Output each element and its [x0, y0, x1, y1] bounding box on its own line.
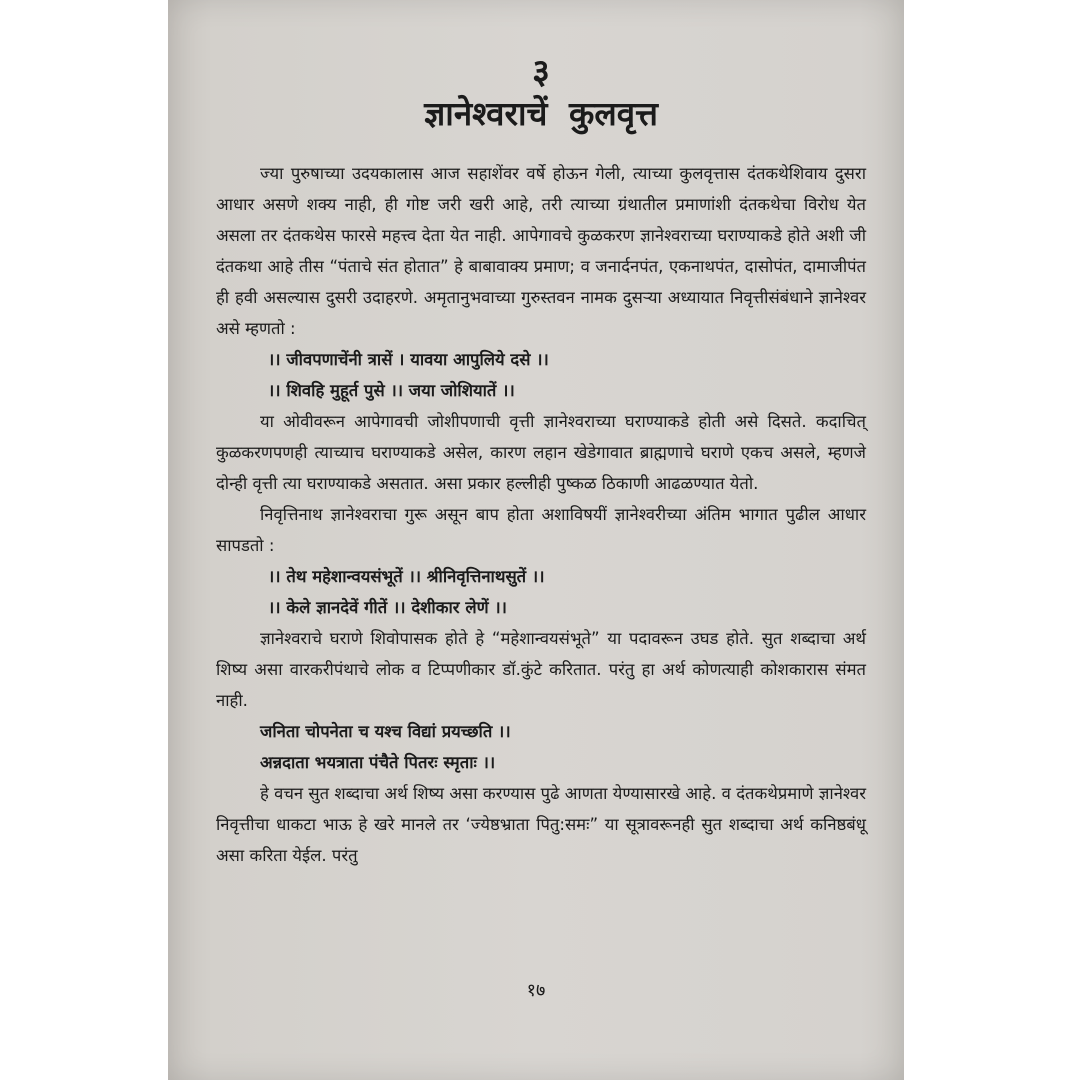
verse-3-line-2: अन्नदाता भयत्राता पंचैते पितरः स्मृताः ।।: [260, 753, 496, 772]
page-number: १७: [526, 980, 546, 1001]
paragraph-2: या ओवीवरून आपेगावची जोशीपणाची वृत्ती ज्ञानेश्वराच्या घराण्याकडे होती असे दिसते. कदाचित् कुळकरणपणही त्याच्याच घराण्याकडे असेल, कारण लहान खेडेगावात ब्राह्मणाचे घराणे एकच असले, म्हणजे दोन्ही वृत्ती त्या घराण्याकडे असतात. असा प्रकार हल्लीही पुष्कळ ठिकाणी आढळण्यात येतो.: [216, 412, 866, 493]
paragraph-4: ज्ञानेश्वराचे घराणे शिवोपासक होते हे “महेशान्वयसंभूते” या पदावरून उघड होते. सुत शब्दाचा अर्थ शिष्य असा वारकरीपंथाचे लोक व टिप्पणीकार डॉ.कुंटे करितात. परंतु हा अर्थ कोणत्याही कोशकारास संमत नाही.: [216, 629, 866, 710]
paragraph-3: निवृत्तिनाथ ज्ञानेश्वराचा गुरू असून बाप होता अशाविषयीं ज्ञानेश्वरीच्या अंतिम भागात पुढील आधार सापडतो :: [216, 505, 866, 555]
page-content: [216, 52, 866, 871]
verse-1-line-1: ।। जीवपणाचेंनी त्रासें । यावया आपुलिये दसे ।।: [268, 350, 549, 369]
verse-3-line-1: जनिता चोपनेता च यश्च विद्यां प्रयच्छति ।।: [260, 722, 511, 741]
book-page: [168, 0, 904, 1080]
verse-1-line-2: ।। शिवहि मुहूर्त पुसे ।। जया जोशियातें ।।: [268, 381, 515, 400]
verse-2-line-1: ।। तेथ महेशान्वयसंभूतें ।। श्रीनिवृत्तिनाथसुतें ।।: [268, 567, 545, 586]
paragraph-1: ज्या पुरुषाच्या उदयकालास आज सहाशेंवर वर्षे होऊन गेली, त्याच्या कुलवृत्तास दंतकथेशिवाय दुसरा आधार असणे शक्य नाही, ही गोष्ट जरी खरी आहे, तरी त्याच्या ग्रंथातील प्रमाणांशी दंतकथेचा विरोध येत असला तर दंतकथेस फारसे महत्त्व देता येत नाही. आपेगावचे कुळकरण ज्ञानेश्वराच्या घराण्याकडे होते अशी जी दंतकथा आहे तीस “पंताचे संत होतात” हे बाबावाक्य प्रमाण; व जनार्दनपंत, एकनाथपंत, दासोपंत, दामाजीपंत ही हवी असल्यास दुसरी उदाहरणे. अमृतानुभवाच्या गुरुस्तवन नामक दुसऱ्या अध्यायात निवृत्तीसंबंधाने ज्ञानेश्वर असे म्हणतो :: [216, 164, 866, 338]
chapter-number: ३: [532, 52, 550, 92]
chapter-title: ज्ञानेश्वराचें कुलवृत्त: [424, 94, 658, 133]
paragraph-5: हे वचन सुत शब्दाचा अर्थ शिष्य असा करण्यास पुढे आणता येण्यासारखे आहे. व दंतकथेप्रमाणे ज्ञानेश्वर निवृत्तीचा धाकटा भाऊ हे खरे मानले तर ‘ज्येष्ठभ्राता पितु:समः” या सूत्रावरूनही सुत शब्दाचा अर्थ कनिष्ठबंधू असा करिता येईल. परंतु: [216, 784, 866, 865]
verse-2-line-2: ।। केले ज्ञानदेवें गीतें ।। देशीकार लेणें ।।: [268, 598, 507, 617]
